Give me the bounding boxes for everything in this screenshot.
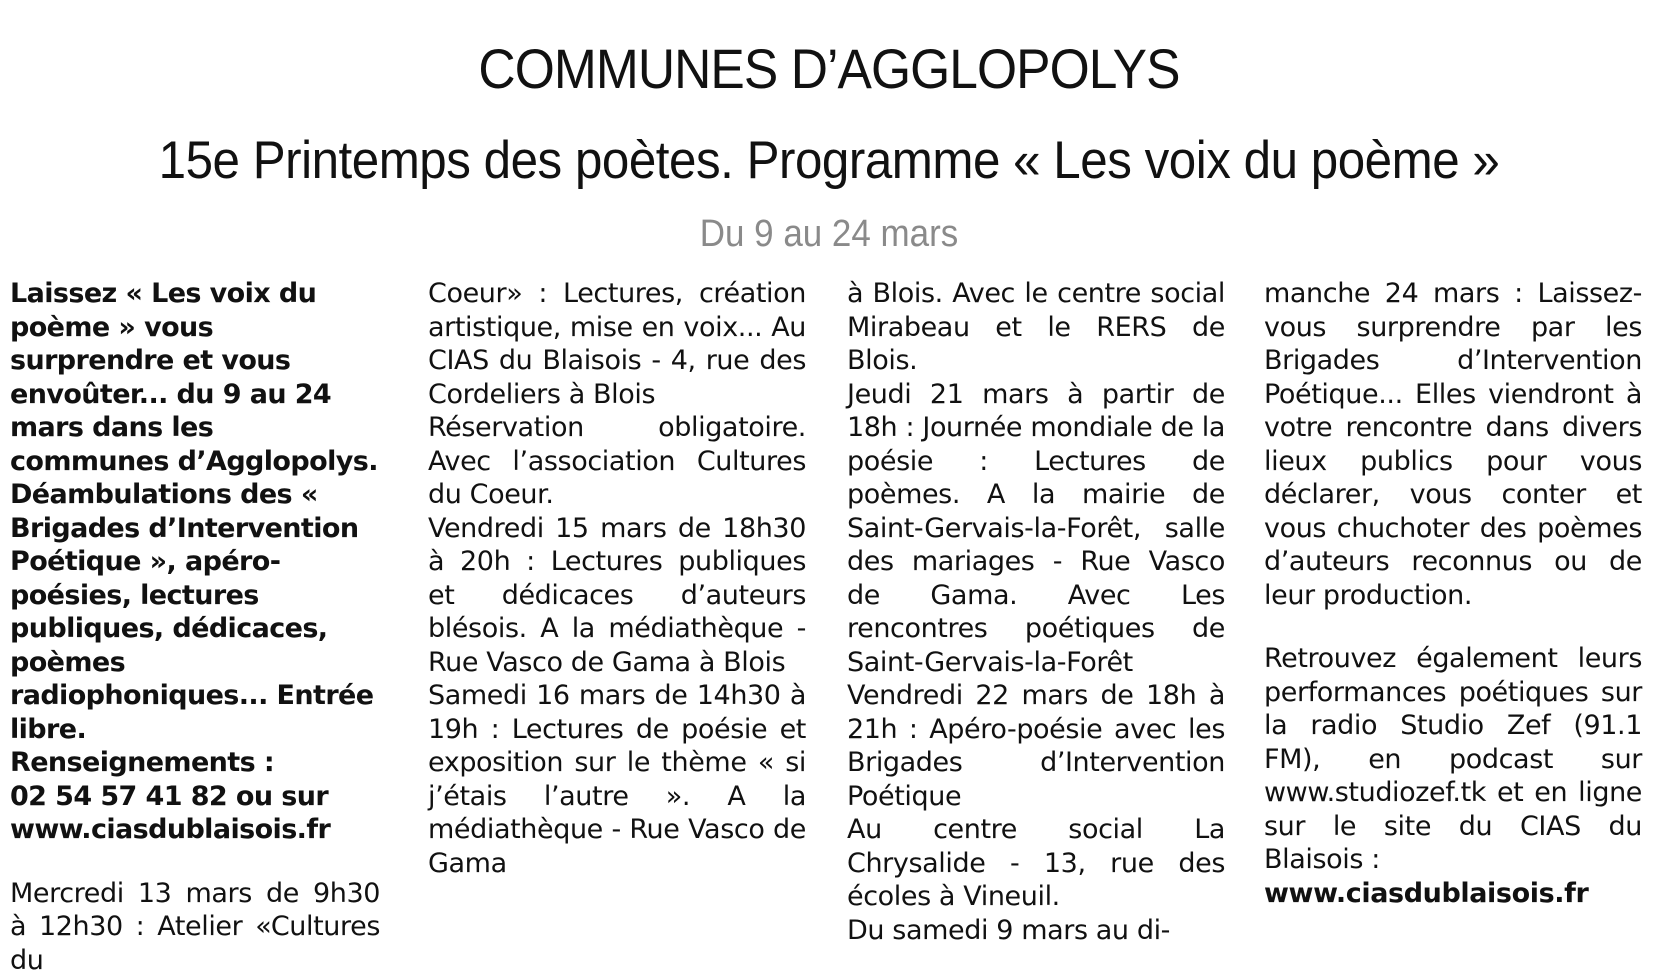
event-paragraph: Coeur» : Lectures, création artistique, mise en voix... Au CIAS du Blaisois - 4, rue des Cordeliers à Blois — [428, 277, 806, 411]
event-paragraph: manche 24 mars : Laissez-vous surprendre par les Brigades d’Intervention Poétique... Elles viendront à votre rencontre dans divers lieux publics pour vous déclarer, vous conter et vous chuchoter des poèmes d’auteurs reconnus ou de leur production. — [1264, 277, 1642, 612]
event-paragraph: Au centre social La Chrysalide - 13, rue des écoles à Vineuil. — [847, 813, 1225, 914]
article-column-3 — [847, 277, 1225, 947]
closing-paragraph: Retrouvez également leurs performances poétiques sur la radio Studio Zef (91.1 FM), en podcast sur www.studiozef.tk et en ligne sur le site du CIAS du Blaisois : — [1264, 642, 1642, 877]
event-paragraph: Samedi 16 mars de 14h30 à 19h : Lectures de poésie et exposition sur le thème « si j’étais l’autre ». A la médiathèque - Rue Vasco de Gama — [428, 679, 806, 880]
website-link[interactable]: www.ciasdublaisois.fr — [1264, 877, 1642, 911]
event-paragraph: Du samedi 9 mars au di- — [847, 914, 1225, 948]
section-title: COMMUNES D’AGGLOPOLYS — [66, 36, 1591, 101]
article-column-1 — [10, 277, 380, 977]
event-paragraph: à Blois. Avec le centre social Mirabeau et le RERS de Blois. — [847, 277, 1225, 378]
info-contact: 02 54 57 41 82 ou sur www.ciasdublaisois.fr — [10, 780, 380, 847]
event-paragraph: Réservation obligatoire. Avec l’association Cultures du Coeur. — [428, 411, 806, 512]
article-headline: 15e Printemps des poètes. Programme « Les voix du poème » — [58, 130, 1600, 191]
paragraph-gap — [10, 847, 380, 877]
article-column-2 — [428, 277, 806, 880]
paragraph-gap — [1264, 612, 1642, 642]
event-paragraph: Jeudi 21 mars à partir de 18h : Journée mondiale de la poésie : Lectures de poèmes. A la mairie de Saint-Gervais-la-Forêt, salle des mariages - Rue Vasco de Gama. Avec Les rencontres poétiques de Saint-Gervais-la-Forêt — [847, 378, 1225, 680]
event-paragraph: Vendredi 15 mars de 18h30 à 20h : Lectures publiques et dédicaces d’auteurs blésois. A la médiathèque - Rue Vasco de Gama à Blois — [428, 512, 806, 680]
article-dates: Du 9 au 24 mars — [66, 213, 1591, 256]
article-intro: Laissez « Les voix du poème » vous surprendre et vous envoûter... du 9 au 24 mars dans les communes d’Agglopolys. Déambulations des « Brigades d’Intervention Poétique », apéro-poésies, lectures publiques, dédicaces, poèmes radiophoniques... Entrée libre. — [10, 277, 380, 746]
event-paragraph: Mercredi 13 mars de 9h30 à 12h30 : Atelier «Cultures du — [10, 877, 380, 977]
article-column-4 — [1264, 277, 1642, 910]
event-paragraph: Vendredi 22 mars de 18h à 21h : Apéro-poésie avec les Brigades d’Intervention Poétique — [847, 679, 1225, 813]
info-label: Renseignements : — [10, 746, 380, 780]
